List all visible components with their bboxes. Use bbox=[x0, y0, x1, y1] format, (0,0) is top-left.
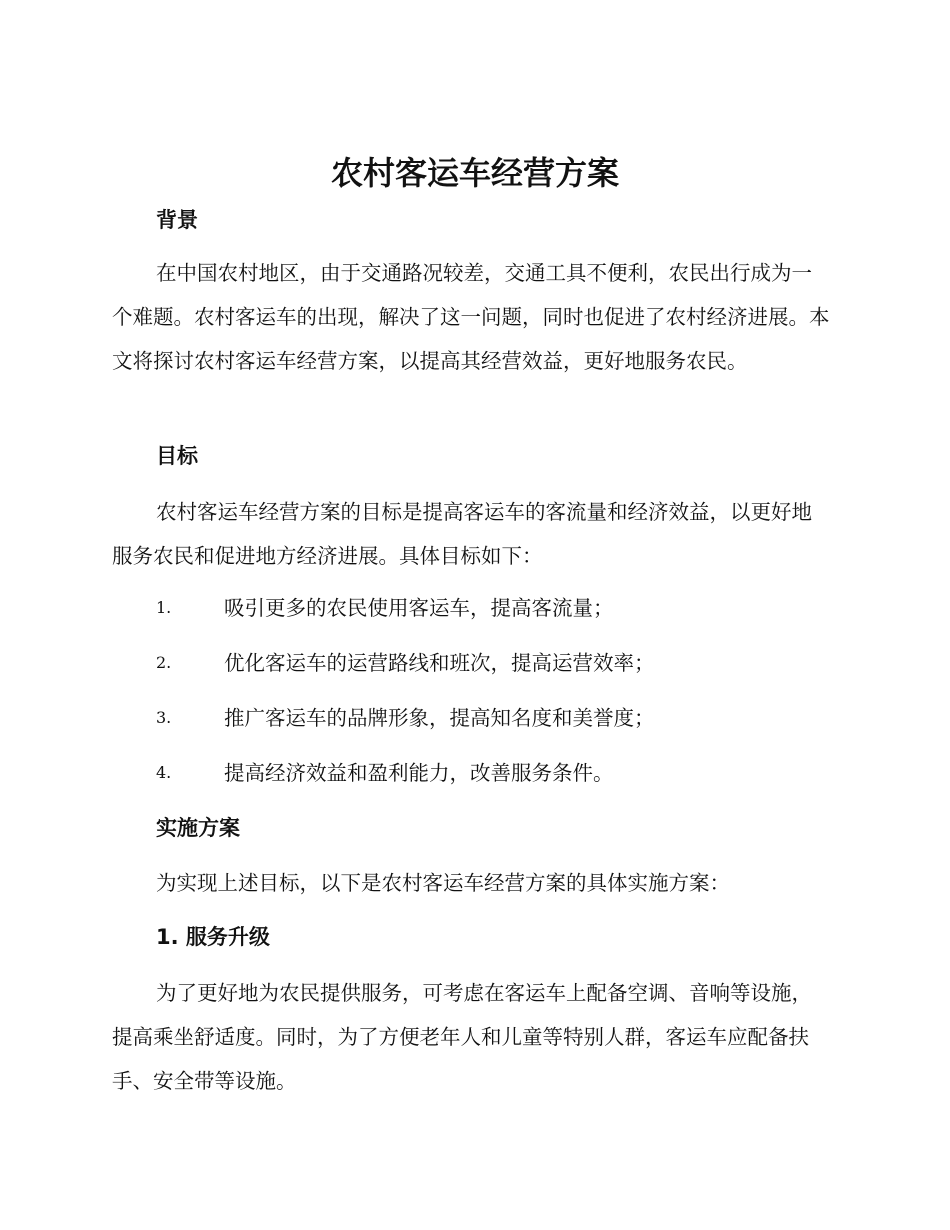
list-text: 提高经济效益和盈利能力，改善服务条件。 bbox=[224, 761, 614, 785]
section-heading-goals: 目标 bbox=[156, 444, 198, 468]
section-heading-implementation: 实施方案 bbox=[156, 816, 240, 840]
list-text: 吸引更多的农民使用客运车，提高客流量； bbox=[224, 596, 614, 620]
document-title: 农村客运车经营方案 bbox=[330, 154, 619, 192]
list-number: 4. bbox=[156, 763, 172, 782]
list-number: 3. bbox=[156, 708, 172, 727]
list-number: 1. bbox=[156, 598, 172, 617]
list-text: 优化客运车的运营路线和班次，提高运营效率； bbox=[224, 651, 655, 675]
list-text: 推广客运车的品牌形象，提高知名度和美誉度； bbox=[224, 706, 655, 730]
implementation-intro: 为实现上述目标，以下是农村客运车经营方案的具体实施方案： bbox=[156, 871, 730, 895]
subsection-heading-service-upgrade: 1. 服务升级 bbox=[156, 925, 270, 949]
list-number: 2. bbox=[156, 653, 172, 672]
goals-paragraph: 农村客运车经营方案的目标是提高客运车的客流量和经济效益，以更好地服务农民和促进地方经济进展。具体目标如下： bbox=[112, 500, 812, 568]
service-upgrade-paragraph: 为了更好地为农民提供服务，可考虑在客运车上配备空调、音响等设施，提高乘坐舒适度。同时，为了方便老年人和儿童等特别人群，客运车应配备扶手、安全带等设施。 bbox=[112, 981, 812, 1093]
section-heading-background: 背景 bbox=[156, 208, 198, 232]
background-paragraph: 在中国农村地区，由于交通路况较差，交通工具不便利，农民出行成为一个难题。农村客运车的出现，解决了这一问题，同时也促进了农村经济进展。本文将探讨农村客运车经营方案，以提高其经营效益，更好地服务农民。 bbox=[112, 261, 830, 373]
